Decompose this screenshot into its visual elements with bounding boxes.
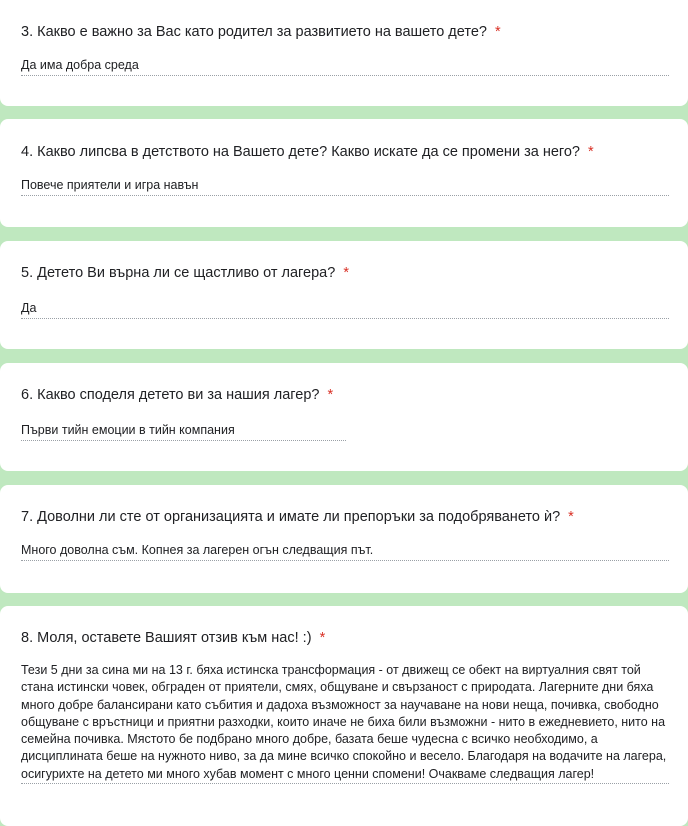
question-card-8 xyxy=(0,606,688,826)
question-number: 5. xyxy=(21,265,34,281)
question-text: Доволни ли сте от организацията и имате ли препоръки за подобряването ѝ? xyxy=(37,509,561,525)
question-number: 8. xyxy=(21,630,34,646)
question-title xyxy=(21,263,669,283)
answer-text: Да xyxy=(21,300,669,319)
question-number: 7. xyxy=(21,509,34,525)
question-card-5 xyxy=(0,241,688,349)
question-text: Моля, оставете Вашият отзив към нас! :) xyxy=(37,630,312,646)
question-card-7 xyxy=(0,485,688,593)
question-title xyxy=(21,385,669,405)
question-number: 6. xyxy=(21,387,34,403)
question-card-3 xyxy=(0,0,688,106)
question-text: Какво е важно за Вас като родител за развитието на вашето дете? xyxy=(37,24,487,40)
question-title xyxy=(21,507,669,527)
question-number: 3. xyxy=(21,24,34,40)
question-card-6 xyxy=(0,363,688,471)
required-asterisk: * xyxy=(588,144,594,160)
question-text: Детето Ви върна ли се щастливо от лагера? xyxy=(37,265,336,281)
answer-text: Тези 5 дни за сина ми на 13 г. бяха истинска трансформация - от движещ се обект на виртуалния свят той стана истински човек, обграден от приятели, смях, общуване и свързаност с природата. Лагерните дни бяха много добре балансирани като събития и дадоха възможност за научаване на нови неща, почивка, свободно общуване с връстници и приятни разходки, които иначе не биха били възможни - нито в ежедневието, нито на семейна почивка. Мястото бе подбрано много добре, базата беше чудесна с всичко необходимо, а дисциплината беше на нужното ниво, за да мине всичко спокойно и весело. Благодаря на водачите на лагера, осигурихте на детето ми много хубав момент с много ценни спомени! Очакваме следващия лагер! xyxy=(21,662,669,784)
question-title xyxy=(21,22,669,42)
question-card-4 xyxy=(0,119,688,227)
answer-text: Повече приятели и игра навън xyxy=(21,177,669,196)
question-text: Какво споделя детето ви за нашия лагер? xyxy=(37,387,320,403)
required-asterisk: * xyxy=(495,24,501,40)
required-asterisk: * xyxy=(327,387,334,403)
question-number: 4. xyxy=(21,144,34,160)
question-title xyxy=(21,142,669,162)
answer-text: Първи тийн емоции в тийн компания xyxy=(21,422,346,441)
question-text: Какво липсва в детството на Вашето дете? Какво искате да се промени за него? xyxy=(37,144,580,160)
required-asterisk: * xyxy=(319,630,326,646)
answer-text: Много доволна съм. Копнея за лагерен огън следващия път. xyxy=(21,542,669,561)
question-title xyxy=(21,628,669,648)
answer-text: Да има добра среда xyxy=(21,57,669,76)
required-asterisk: * xyxy=(343,265,349,281)
required-asterisk: * xyxy=(568,509,574,525)
